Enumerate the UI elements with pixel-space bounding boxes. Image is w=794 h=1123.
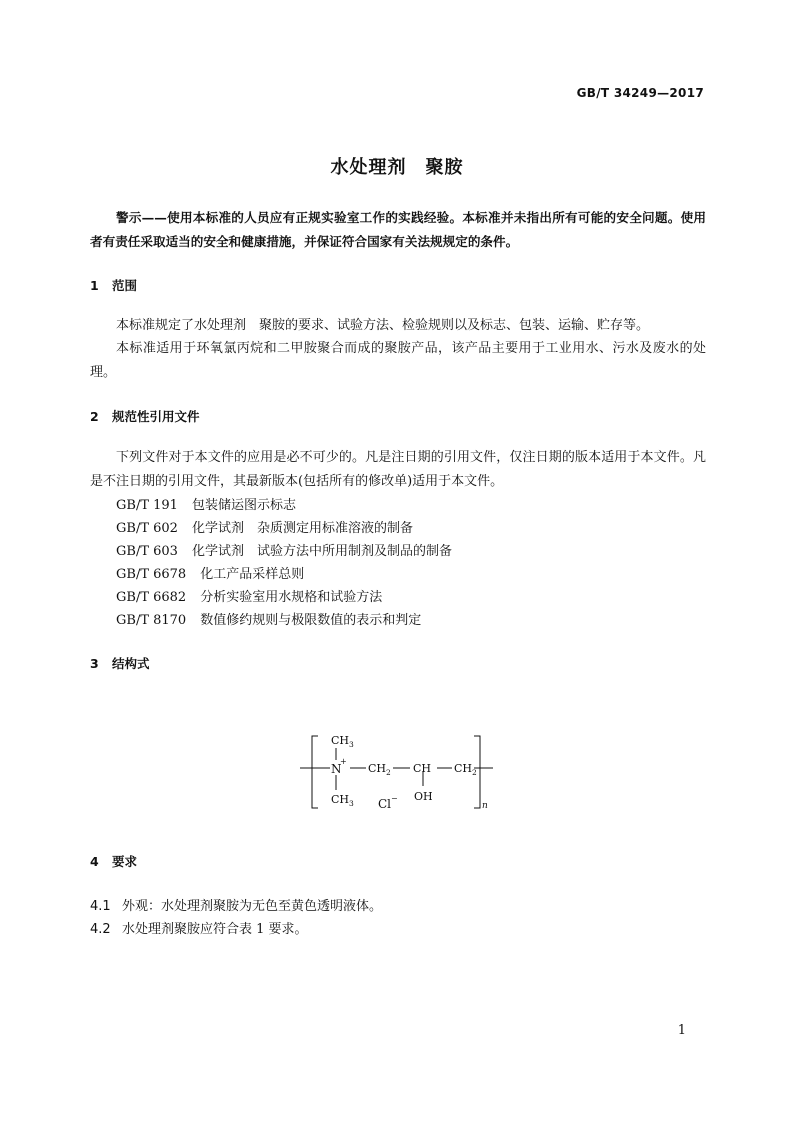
chloride-ion: Cl [378, 797, 392, 811]
section-number: 4 [90, 854, 99, 869]
reference-name: 包装储运图示标志 [191, 498, 296, 513]
reference-item [116, 563, 304, 582]
section-number: 2 [90, 409, 99, 424]
methyl-bottom-group: $CH_3$ [331, 793, 354, 808]
clause-4-2 [90, 918, 308, 937]
reference-item [116, 586, 382, 605]
document-title: 水处理剂 聚胺 [330, 157, 464, 178]
reference-item [116, 540, 452, 559]
clause-4-1 [90, 895, 382, 914]
reference-name: 化学试剂 试验方法中所用制剂及制品的制备 [191, 544, 452, 559]
scope-paragraph-1: 本标准规定了水处理剂 聚胺的要求、试验方法、检验规则以及标志、包装、运输、贮存等。 [116, 318, 650, 333]
section-title: 范围 [112, 278, 138, 293]
section-title: 要求 [112, 854, 138, 869]
reference-name: 化学试剂 杂质测定用标准溶液的制备 [191, 521, 413, 536]
section-title: 结构式 [112, 656, 150, 671]
ch2-group-2: $CH_2$ [454, 762, 477, 777]
reference-code: GB/T 191 [116, 498, 178, 513]
clause-number: 4.2 [90, 922, 111, 937]
section-2-heading [90, 407, 200, 425]
reference-code: GB/T 8170 [116, 613, 187, 628]
reference-name: 分析实验室用水规格和试验方法 [200, 590, 383, 605]
reference-code: GB/T 6682 [116, 590, 187, 605]
left-bracket [312, 736, 318, 808]
structural-formula [290, 728, 510, 820]
nitrogen-atom: N [331, 762, 342, 776]
section-4-heading [90, 852, 137, 870]
hydroxyl-group: OH [414, 790, 433, 803]
ch-group: CH [413, 762, 432, 775]
section-number: 1 [90, 278, 99, 293]
standard-number: GB/T 34249—2017 [576, 86, 704, 100]
reference-item [116, 494, 296, 513]
scope-paragraph-2: 本标准适用于环氧氯丙烷和二甲胺聚合而成的聚胺产品，该产品主要用于工业用水、污水及废水的处理。 [90, 341, 706, 380]
reference-name: 化工产品采样总则 [200, 567, 305, 582]
section-title: 规范性引用文件 [112, 409, 200, 424]
reference-code: GB/T 602 [116, 521, 178, 536]
page-number: 1 [677, 1023, 686, 1038]
clause-number: 4.1 [90, 899, 111, 914]
clause-text: 外观：水处理剂聚胺为无色至黄色透明液体。 [122, 899, 383, 914]
methyl-top-group: $CH_3$ [331, 734, 354, 749]
section-number: 3 [90, 656, 99, 671]
ch2-group-1: $CH_2$ [368, 762, 391, 777]
chloride-charge: − [391, 794, 398, 803]
reference-code: GB/T 6678 [116, 567, 187, 582]
section-3-heading [90, 654, 150, 672]
reference-name: 数值修约规则与极限数值的表示和判定 [200, 613, 422, 628]
section-1-heading [90, 276, 137, 294]
reference-code: GB/T 603 [116, 544, 178, 559]
repeat-subscript: n [482, 801, 488, 811]
reference-item [116, 609, 421, 628]
clause-text: 水处理剂聚胺应符合表 1 要求。 [122, 922, 308, 937]
warning-paragraph: 警示——使用本标准的人员应有正规实验室工作的实践经验。本标准并未指出所有可能的安全问题。使用者有责任采取适当的安全和健康措施，并保证符合国家有关法规规定的条件。 [90, 210, 706, 249]
reference-item [116, 517, 413, 536]
references-intro: 下列文件对于本文件的应用是必不可少的。凡是注日期的引用文件，仅注日期的版本适用于本文件。凡是不注日期的引用文件，其最新版本(包括所有的修改单)适用于本文件。 [90, 450, 706, 489]
nitrogen-charge: + [340, 757, 347, 766]
